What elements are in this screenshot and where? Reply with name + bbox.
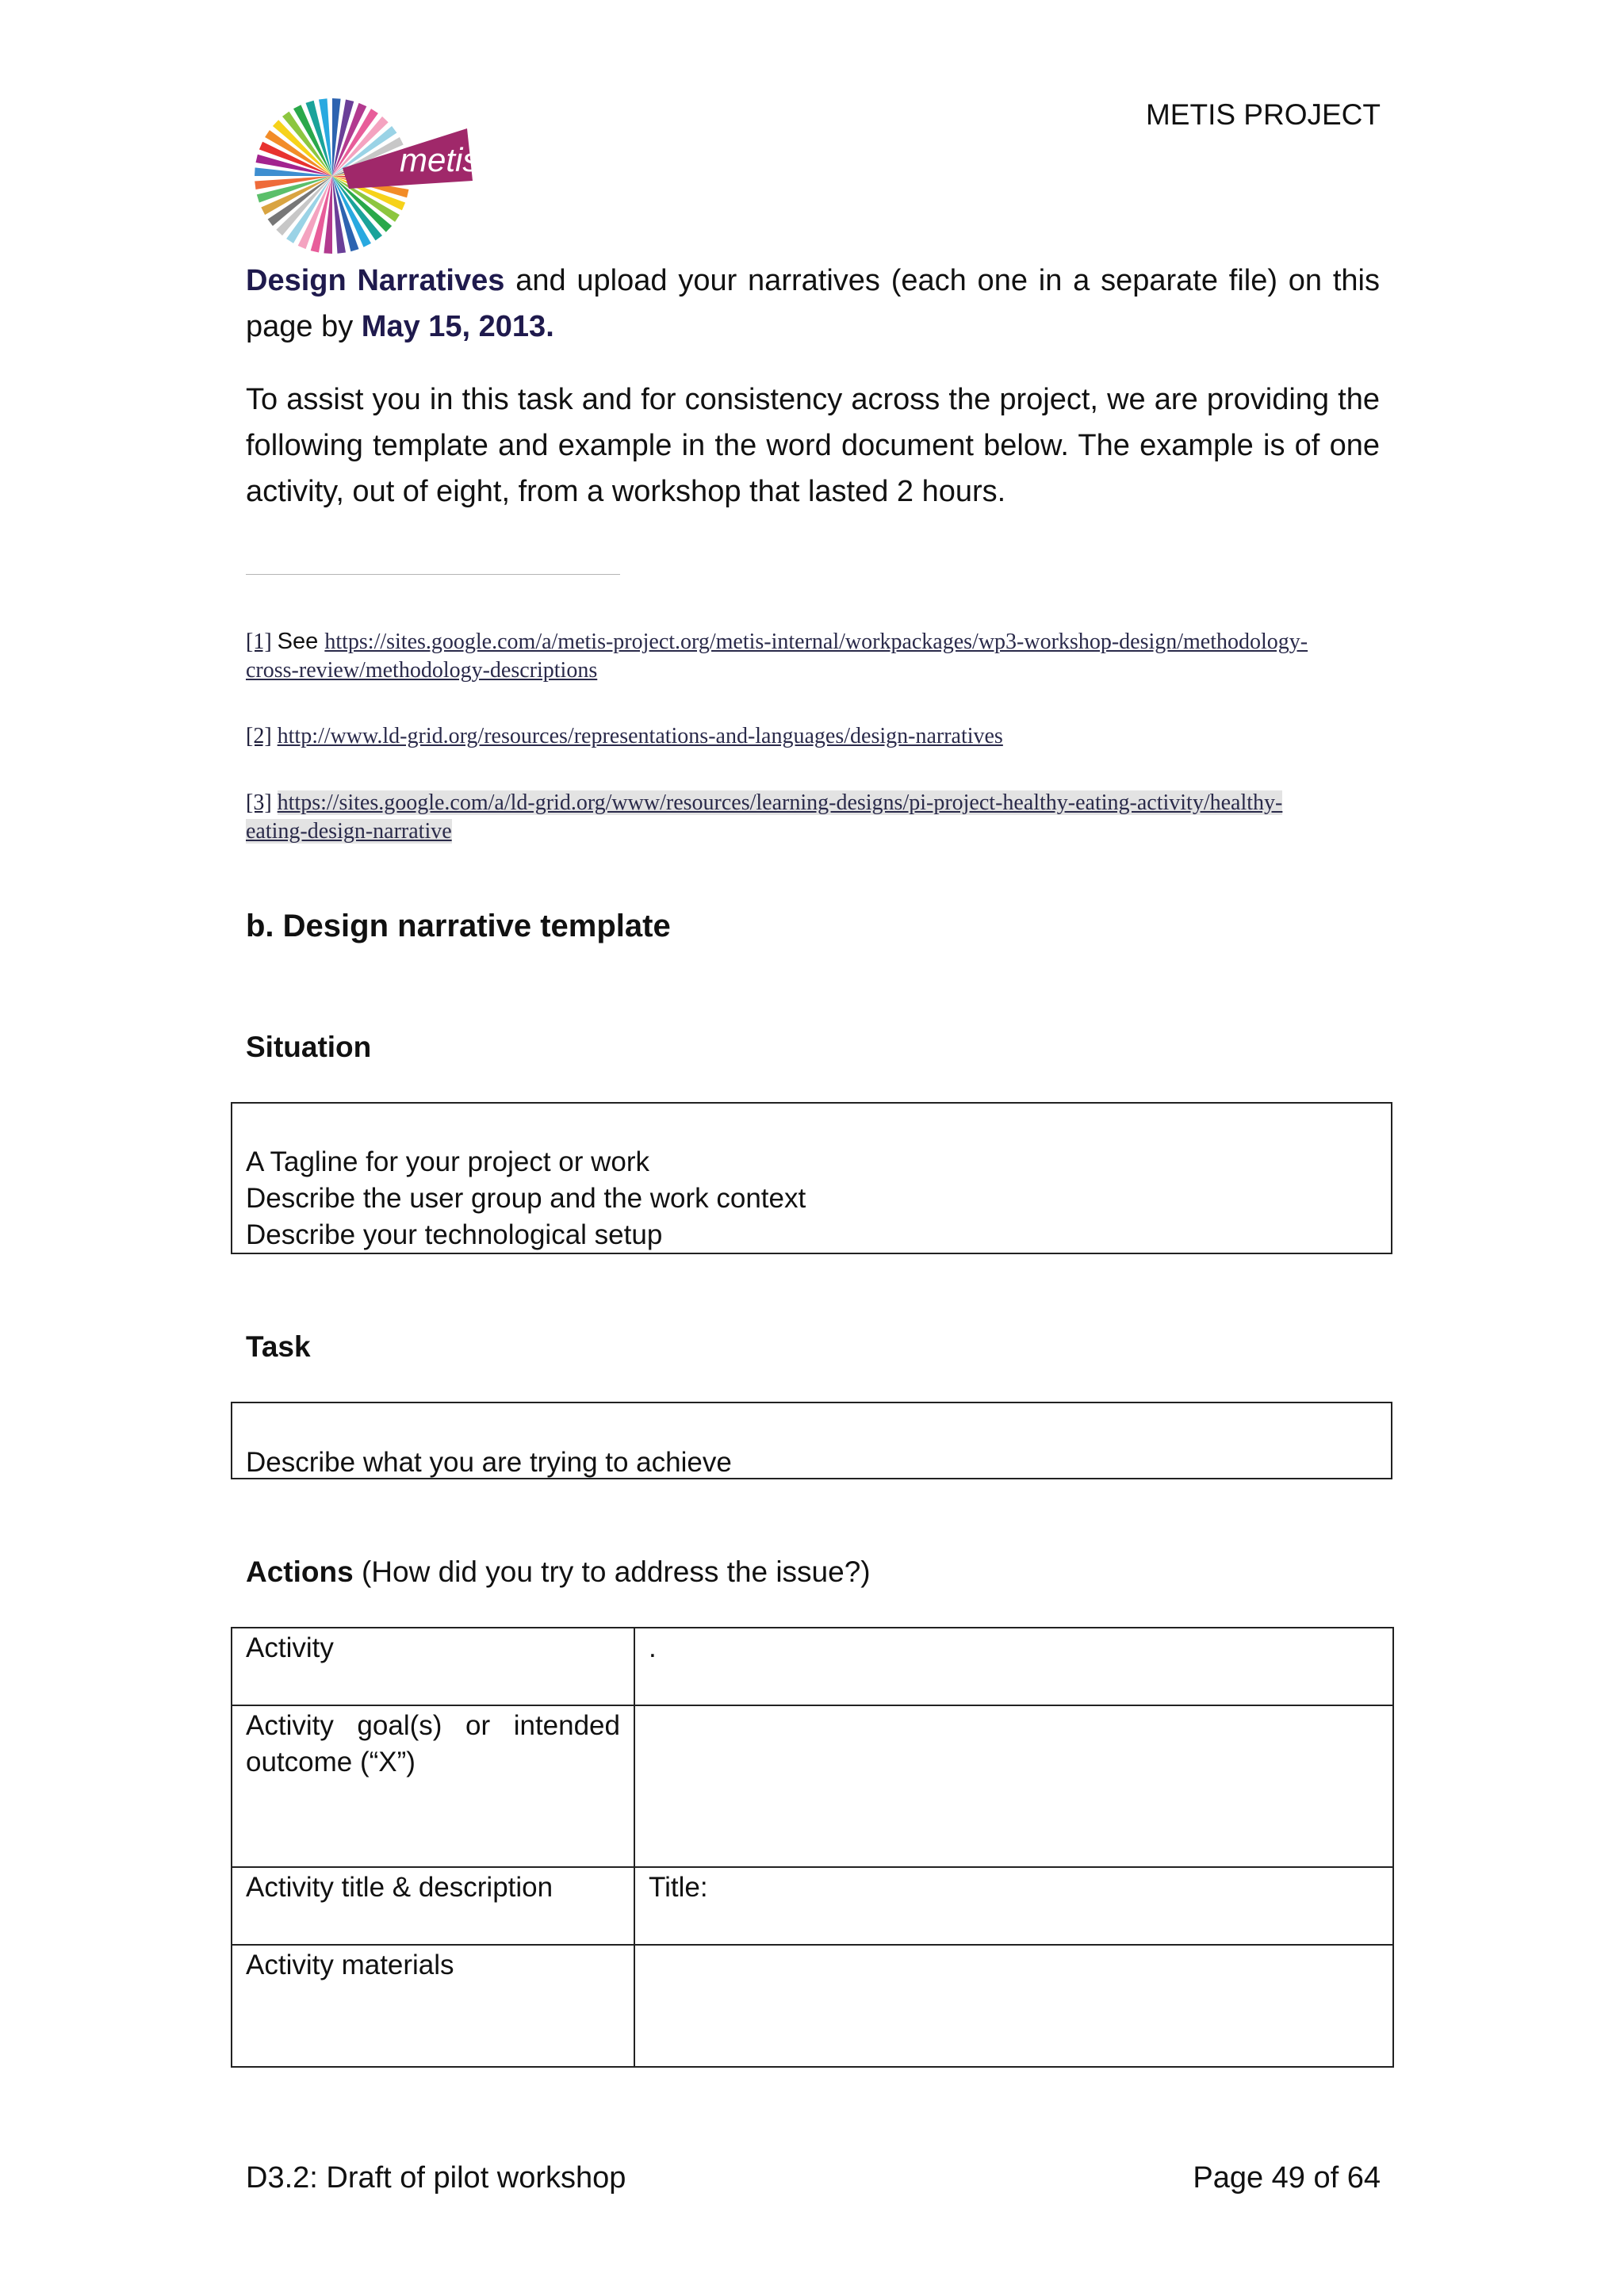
design-narratives-term: Design Narratives: [246, 264, 505, 297]
situation-box: [231, 1102, 1392, 1254]
row-value: [634, 1945, 1393, 2067]
footnote-link[interactable]: https://sites.google.com/a/ld-grid.org/www/resources/learning-designs/pi-project-healthy-eating-activity/healthy-eating-design-narrative: [246, 790, 1283, 844]
row-value: [634, 1705, 1393, 1867]
table-row: [232, 1628, 1393, 1705]
footnote-link[interactable]: https://sites.google.com/a/metis-project.org/metis-internal/workpackages/wp3-workshop-design/methodology-cross-review/methodology-descriptions: [246, 629, 1308, 683]
intro-text: and upload your narratives (each one in a separate file) on this page by: [246, 264, 1380, 343]
intro-paragraph-2: To assist you in this task and for consistency across the project, we are providing the following template and example in the word document below. The example is of one activity, out of eight, from a workshop that lasted 2 hours.: [246, 383, 1380, 508]
actions-heading: [246, 1556, 871, 1589]
row-label: Activity title & description: [232, 1867, 634, 1945]
footnote-2: [246, 722, 1308, 751]
row-value: Title:: [634, 1867, 1393, 1945]
row-label: Activity goal(s) or intended outcome (“X”): [232, 1705, 634, 1867]
footnote-prefix: See: [277, 629, 325, 654]
situation-heading: Situation: [246, 1031, 372, 1063]
situation-line: Describe the user group and the work context: [246, 1183, 806, 1214]
situation-line: A Tagline for your project or work: [246, 1146, 650, 1177]
intro-paragraph-1: [246, 258, 1380, 350]
footnote-number[interactable]: [2]: [246, 724, 272, 748]
table-row: [232, 1867, 1393, 1945]
deadline-date: May 15, 2013.: [361, 310, 554, 343]
actions-table: [231, 1627, 1394, 2068]
situation-line: Describe your technological setup: [246, 1219, 663, 1250]
section-title: b. Design narrative template: [246, 909, 671, 943]
logo-text: metis: [400, 141, 479, 178]
page-number: Page 49 of 64: [1193, 2161, 1381, 2195]
table-row: [232, 1705, 1393, 1867]
task-box: [231, 1402, 1392, 1479]
footnote-3: [246, 789, 1308, 846]
row-value: .: [634, 1628, 1393, 1705]
actions-note: (How did you try to address the issue?): [353, 1556, 871, 1588]
task-line: Describe what you are trying to achieve: [246, 1447, 732, 1478]
metis-logo: [249, 92, 479, 260]
footnote-link[interactable]: http://www.ld-grid.org/resources/representations-and-languages/design-narratives: [277, 724, 1003, 748]
actions-title: Actions: [246, 1556, 354, 1588]
footer-document-title: D3.2: Draft of pilot workshop: [246, 2161, 626, 2195]
table-row: [232, 1945, 1393, 2067]
footnote-1: [246, 627, 1308, 685]
task-heading: Task: [246, 1330, 311, 1363]
row-label: Activity materials: [232, 1945, 634, 2067]
footnote-number[interactable]: [1]: [246, 629, 272, 654]
row-label: Activity: [232, 1628, 634, 1705]
footnote-number[interactable]: [3]: [246, 790, 272, 815]
footnote-separator: [246, 574, 620, 575]
header-title: METIS PROJECT: [1145, 98, 1381, 131]
